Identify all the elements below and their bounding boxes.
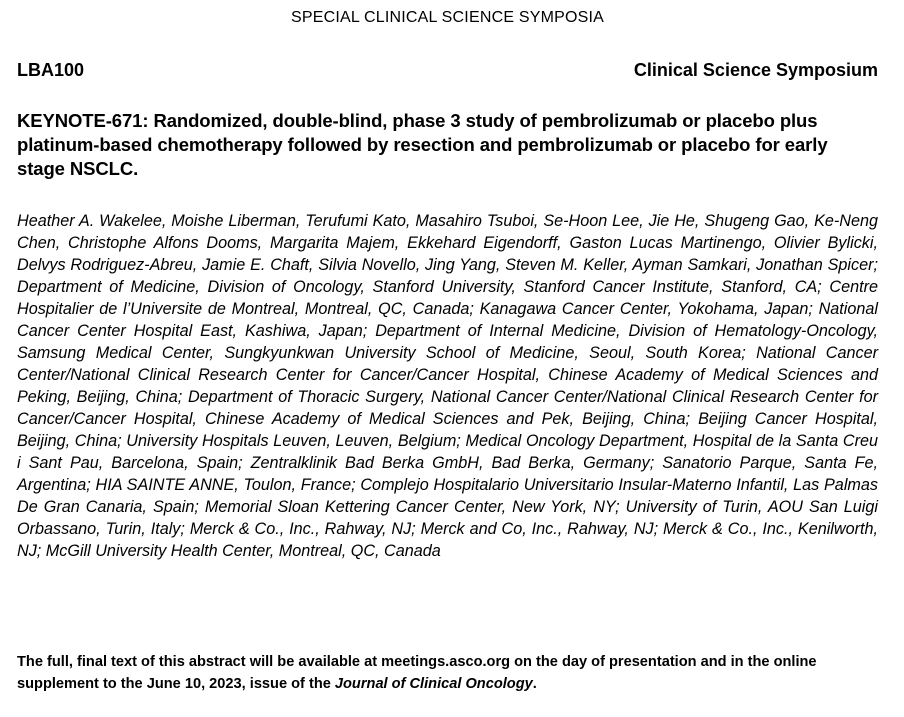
abstract-number: LBA100 [17,60,85,80]
abstract-title: KEYNOTE-671: Randomized, double-blind, phase 3 study of pembrolizumab or placebo plus platinum-based chemotherapy followed by resection and pembrolizumab or placebo for early stage NSCLC. [17,110,828,179]
session-type: Clinical Science Symposium [633,60,878,80]
availability-end: . [532,676,537,692]
availability-text: The full, final text of this abstract will be available at meetings.asco.org on the day of presentation and in the online supplement to the June 10, 2023, issue of the [17,654,817,692]
journal-name: Journal of Clinical Oncology [334,676,533,692]
availability-note [17,651,878,695]
section-header: SPECIAL CLINICAL SCIENCE SYMPOSIA [290,9,605,26]
authors-affiliations: Heather A. Wakelee, Moishe Liberman, Terufumi Kato, Masahiro Tsuboi, Se-Hoon Lee, Jie He, Shugeng Gao, Ke-Neng Chen, Christophe Alfons Dooms, Margarita Majem, Ekkehard Eigendorff, Gaston Lucas Martinengo, Olivier Bylicki, Delvys Rodriguez-Abreu, Jamie E. Chaft, Silvia Novello, Jing Yang, Steven M. Keller, Ayman Samkari, Jonathan Spicer; Department of Medicine, Division of Oncology, Stanford University, Stanford Cancer Institute, Stanford, CA; Centre Hospitalier de l’Universite de Montreal, Montreal, QC, Canada; Kanagawa Cancer Center, Yokohama, Japan; National Cancer Center Hospital East, Kashiwa, Japan; Department of Internal Medicine, Division of Hematology-Oncology, Samsung Medical Center, Sungkyunkwan University School of Medicine, Seoul, South Korea; National Cancer Center/National Clinical Research Center for Cancer/Cancer Hospital, Chinese Academy of Medical Sciences and Peking, Beijing, China; Department of Thoracic Surgery, National Cancer Center/National Clinical Research Center for Cancer/Cancer Hospital, Chinese Academy of Medical Sciences and Pek, Beijing, China; Beijing Cancer Hospital, Beijing, China; University Hospitals Leuven, Leuven, Belgium; Medical Oncology Department, Hospital de la Santa Creu i Sant Pau, Barcelona, Spain; Zentralklinik Bad Berka GmbH, Bad Berka, Germany; Sanatorio Parque, Santa Fe, Argentina; HIA SAINTE ANNE, Toulon, France; Complejo Hospitalario Universitario Insular-Materno Infantil, Las Palmas De Gran Canaria, Spain; Memorial Sloan Kettering Cancer Center, New York, NY; University of Turin, AOU San Luigi Orbassano, Turin, Italy; Merck & Co., Inc., Rahway, NJ; Merck and Co, Inc., Rahway, NJ; Merck & Co., Inc., Kenilworth, NJ; McGill University Health Center, Montreal, QC, Canada [17,212,878,560]
abstract-meta [17,60,878,81]
